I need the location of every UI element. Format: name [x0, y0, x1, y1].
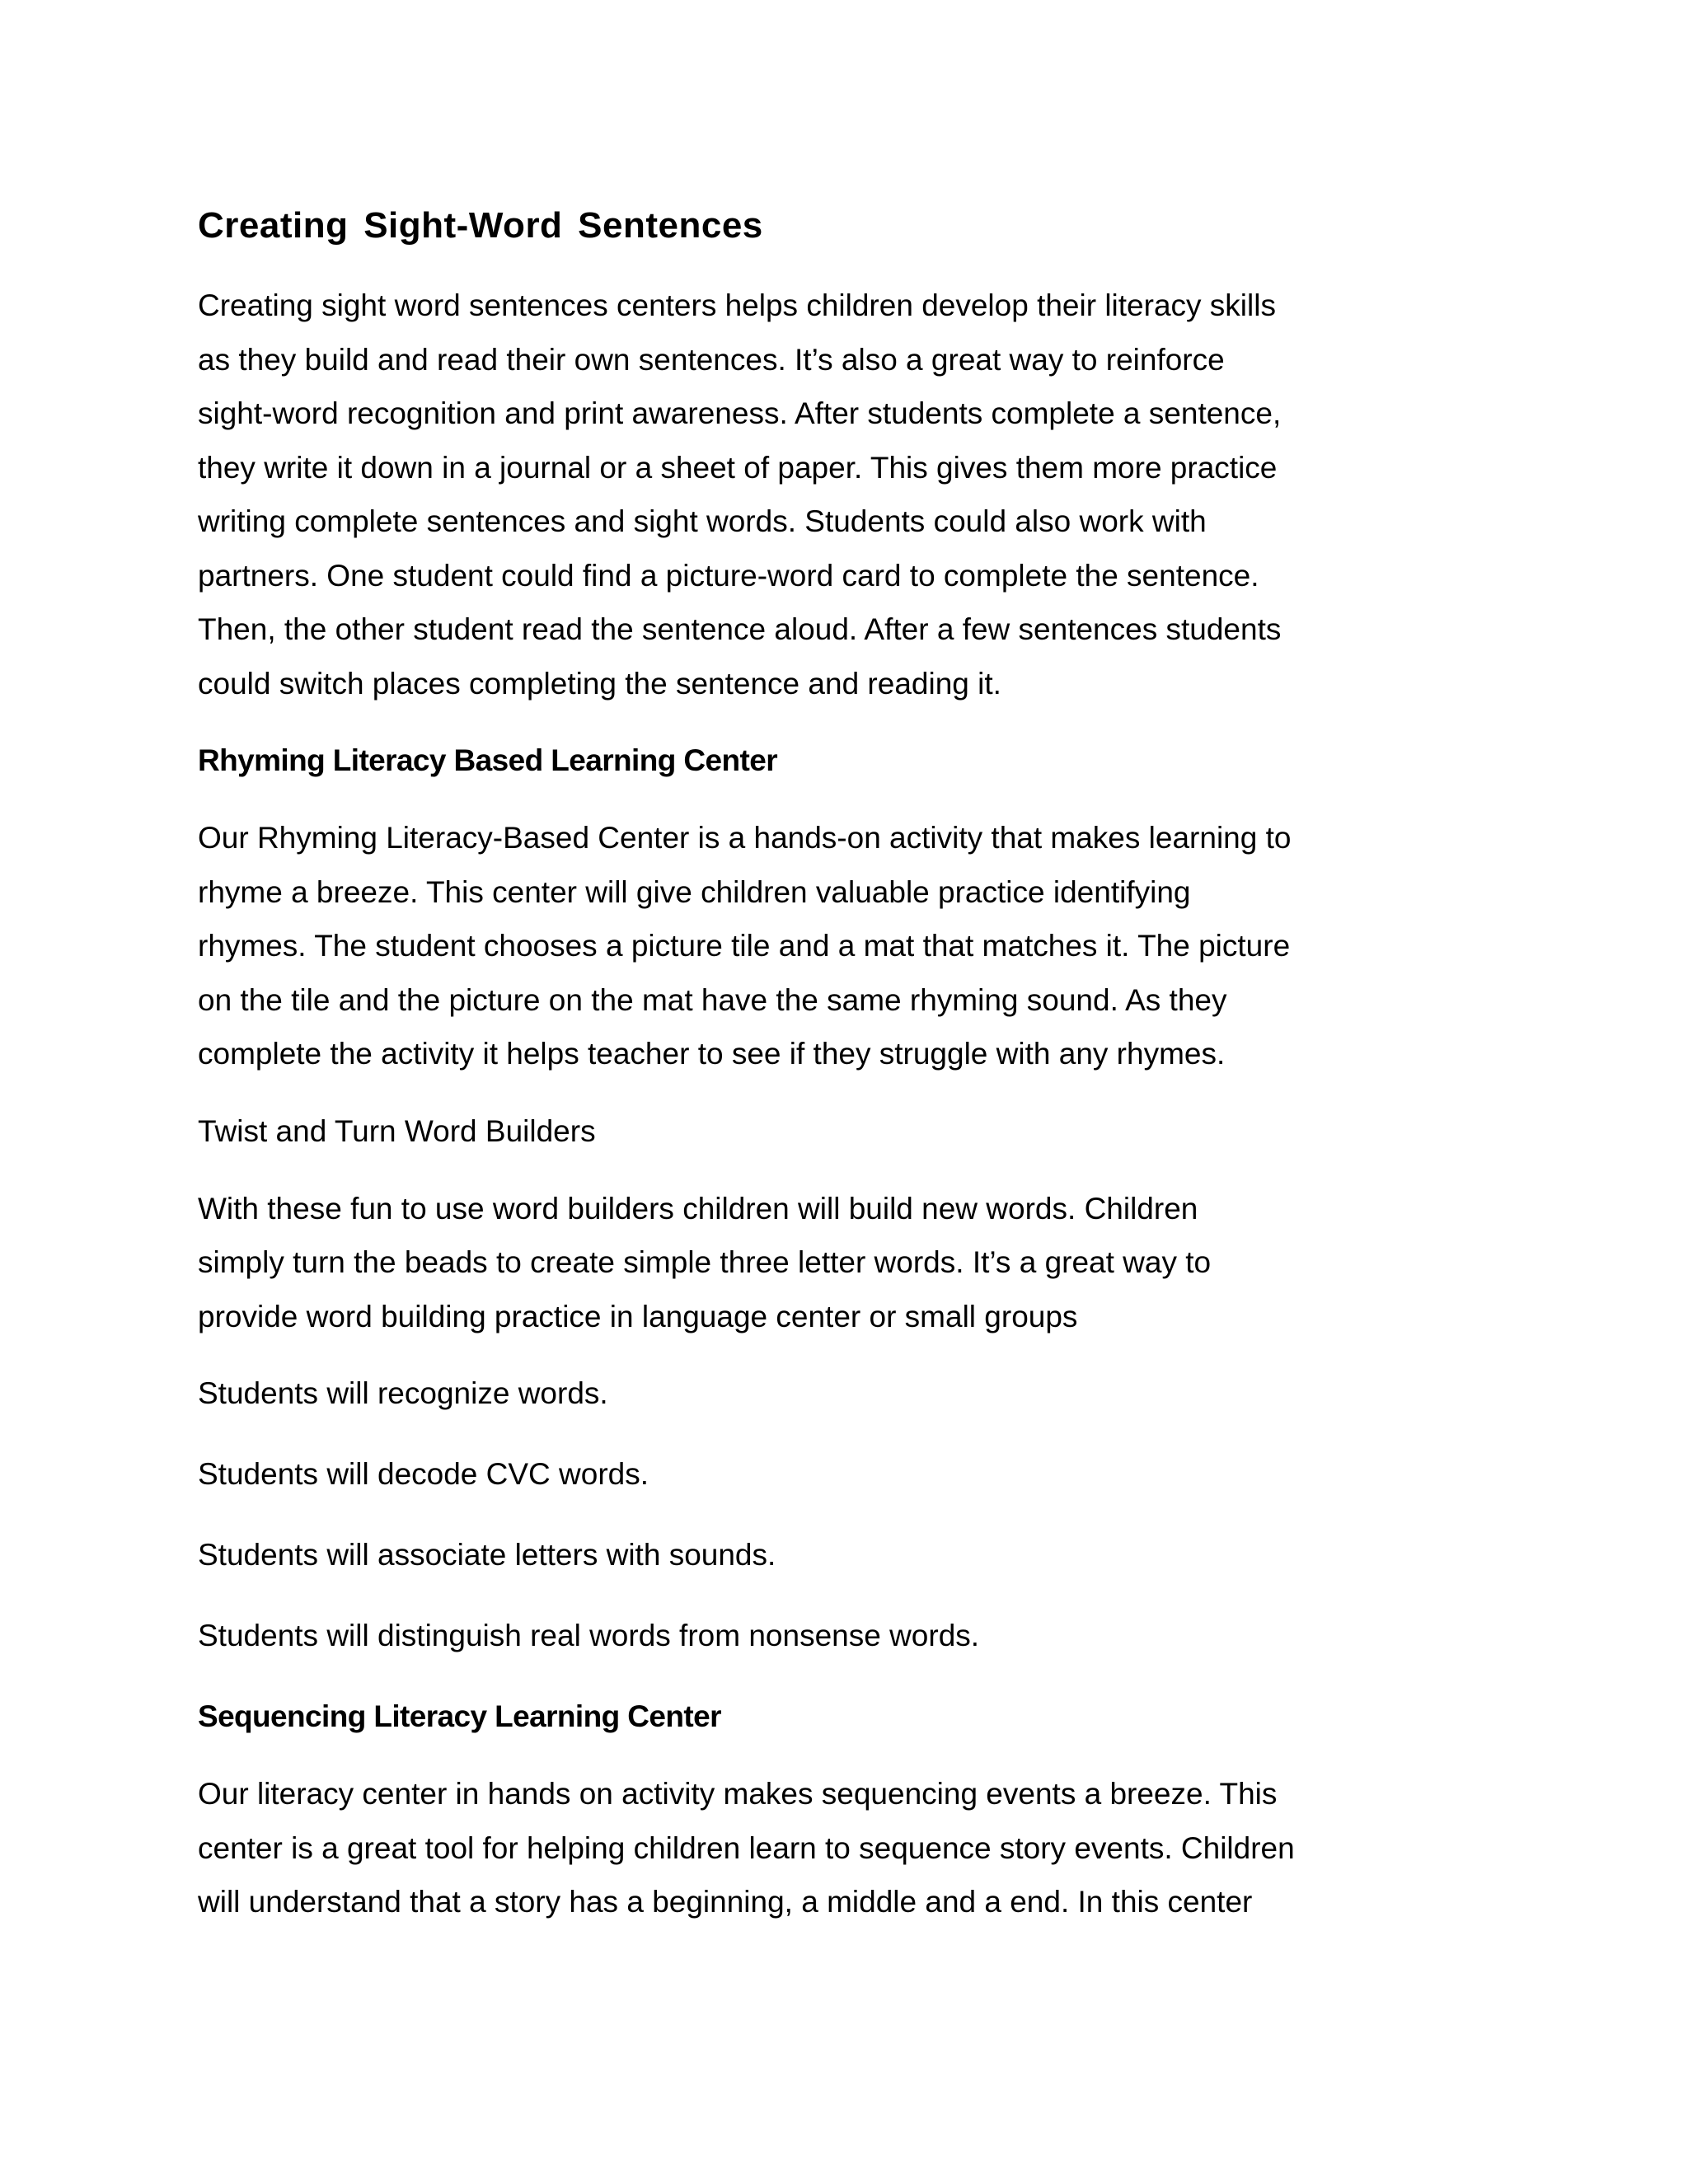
word-builders-heading: Twist and Turn Word Builders	[198, 1113, 596, 1148]
paragraph-line: will understand that a story has a beginning, a middle and a end. In this center	[198, 1885, 1253, 1919]
paragraph-line: rhymes. The student chooses a picture tile and a mat that matches it. The picture	[198, 929, 1291, 963]
page-title: Creating Sight-Word Sentences	[198, 205, 763, 246]
rhyming-paragraph	[198, 811, 1517, 1081]
paragraph-line: on the tile and the picture on the mat have the same rhyming sound. As they	[198, 982, 1227, 1017]
objective-item: Students will recognize words.	[198, 1376, 608, 1410]
paragraph-line: sight-word recognition and print awareness. After students complete a sentence,	[198, 396, 1282, 430]
paragraph-line: Our literacy center in hands on activity makes sequencing events a breeze. This	[198, 1777, 1278, 1811]
paragraph-line: Creating sight word sentences centers helps children develop their literacy skills	[198, 288, 1276, 322]
paragraph-line: Our Rhyming Literacy-Based Center is a hands-on activity that makes learning to	[198, 821, 1292, 855]
paragraph-line: rhyme a breeze. This center will give children valuable practice identifying	[198, 874, 1191, 909]
sequencing-paragraph	[198, 1767, 1517, 1929]
paragraph-line: partners. One student could find a picture-word card to complete the sentence.	[198, 558, 1259, 593]
rhyming-center-heading: Rhyming Literacy Based Learning Center	[198, 743, 778, 777]
paragraph-line: they write it down in a journal or a sheet of paper. This gives them more practice	[198, 450, 1278, 485]
paragraph-line: could switch places completing the sentence and reading it.	[198, 666, 1001, 701]
paragraph-line: as they build and read their own sentences. It’s also a great way to reinforce	[198, 342, 1225, 377]
document-content	[198, 196, 1517, 1952]
sequencing-center-heading: Sequencing Literacy Learning Center	[198, 1699, 721, 1733]
paragraph-line: complete the activity it helps teacher to see if they struggle with any rhymes.	[198, 1037, 1226, 1071]
objective-item: Students will associate letters with sounds.	[198, 1538, 776, 1572]
paragraph-line: Then, the other student read the sentence aloud. After a few sentences students	[198, 612, 1282, 646]
objective-item: Students will decode CVC words.	[198, 1457, 649, 1491]
paragraph-line: simply turn the beads to create simple three letter words. It’s a great way to	[198, 1245, 1212, 1279]
word-builders-paragraph	[198, 1182, 1517, 1344]
paragraph-line: With these fun to use word builders children will build new words. Children	[198, 1191, 1198, 1226]
sight-word-paragraph	[198, 279, 1517, 710]
paragraph-line: center is a great tool for helping children learn to sequence story events. Children	[198, 1830, 1295, 1865]
paragraph-line: writing complete sentences and sight words. Students could also work with	[198, 504, 1207, 538]
objective-item: Students will distinguish real words from nonsense words.	[198, 1619, 980, 1652]
paragraph-line: provide word building practice in language center or small groups	[198, 1299, 1078, 1333]
